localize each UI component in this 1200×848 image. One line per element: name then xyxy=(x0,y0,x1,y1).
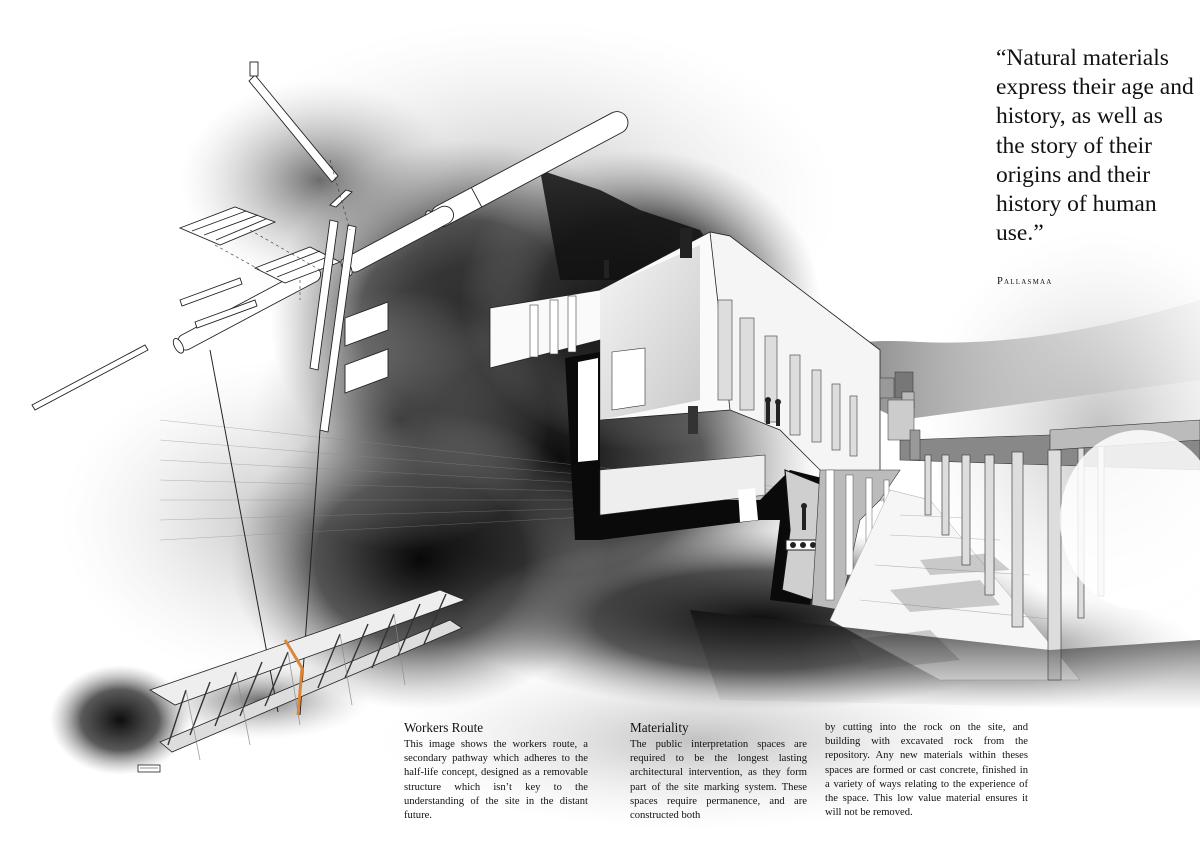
materiality-continued-block xyxy=(825,721,1028,820)
quote-author: Pallasmaa xyxy=(997,276,1053,287)
materiality-heading: Materiality xyxy=(630,720,689,735)
workers-route-block xyxy=(404,720,588,823)
materiality-body-column-2: by cutting into the rock on the site, and building with excavated rock from the repository. Any new materials within theses spaces are formed or cast concrete, finished in a variety of ways relating to the experience of the space. This low value material ensures it will not be removed. xyxy=(825,722,1028,819)
workers-route-body: This image shows the workers route, a secondary pathway which adheres to the half-life concept, designed as a removable structure which isn’t key to the understanding of the site in the distant future. xyxy=(404,739,588,822)
workers-route-heading: Workers Route xyxy=(404,720,484,735)
materiality-body-column-1: The public interpretation spaces are required to be the longest lasting architectural intervention, as they form part of the site marking system. These spaces require permanence, and are constructed both xyxy=(630,739,807,822)
materiality-block xyxy=(630,720,807,823)
pallasmaa-quote: “Natural materials express their age and history, as well as the story of their origins and their history of human use.” xyxy=(996,45,1194,247)
